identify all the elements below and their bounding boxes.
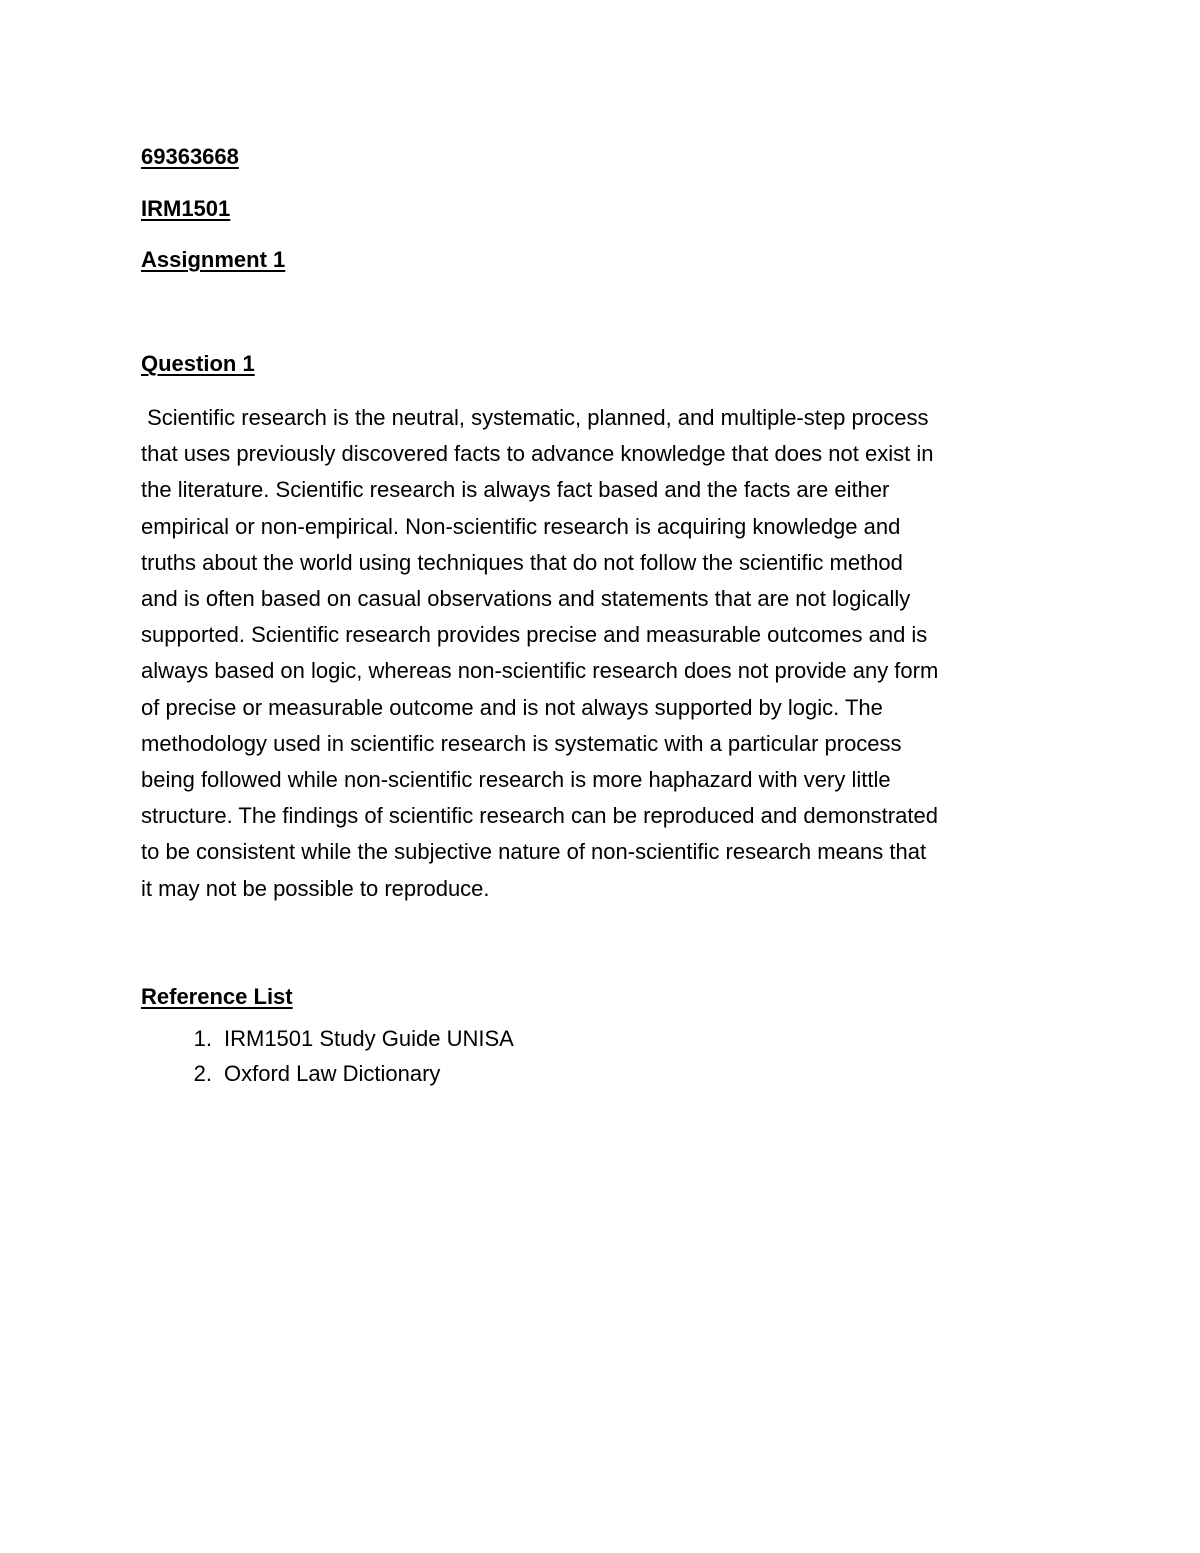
reference-item: [141, 1056, 1071, 1091]
reference-number: 2.: [193, 1060, 212, 1086]
reference-text: IRM1501 Study Guide UNISA: [224, 1025, 514, 1051]
answer-line: structure. The findings of scientific research can be reproduced and demonstrated: [141, 803, 938, 829]
answer-line: truths about the world using techniques that do not follow the scientific method: [141, 549, 903, 575]
references-heading: Reference List: [141, 983, 293, 1009]
reference-list: [141, 1021, 1071, 1091]
answer-line: it may not be possible to reproduce.: [141, 875, 490, 901]
reference-item: [141, 1021, 1071, 1056]
answer-line: supported. Scientific research provides precise and measurable outcomes and is: [141, 622, 928, 648]
reference-number: 1.: [193, 1025, 212, 1051]
assignment-title: Assignment 1: [141, 247, 286, 272]
answer-line: being followed while non-scientific research is more haphazard with very little: [141, 767, 891, 793]
answer-line: of precise or measurable outcome and is not always supported by logic. The: [141, 694, 883, 720]
student-number: 69363668: [141, 144, 239, 169]
document-body: [141, 143, 1071, 1091]
answer-line: empirical or non-empirical. Non-scientific research is acquiring knowledge and: [141, 513, 901, 539]
question-heading: Question 1: [141, 351, 255, 376]
answer-line: to be consistent while the subjective nature of non-scientific research means that: [141, 839, 927, 865]
answer-line: Scientific research is the neutral, systematic, planned, and multiple-step process: [141, 405, 929, 430]
answer-line: the literature. Scientific research is always fact based and the facts are either: [141, 477, 890, 503]
module-code: IRM1501: [141, 196, 231, 221]
reference-text: Oxford Law Dictionary: [224, 1060, 441, 1086]
answer-line: methodology used in scientific research is systematic with a particular process: [141, 730, 902, 756]
answer-line: that uses previously discovered facts to advance knowledge that does not exist in: [141, 441, 934, 467]
answer-line: always based on logic, whereas non-scientific research does not provide any form: [141, 658, 939, 684]
answer-line: and is often based on casual observations and statements that are not logically: [141, 586, 911, 612]
answer-paragraph: [141, 400, 1071, 907]
